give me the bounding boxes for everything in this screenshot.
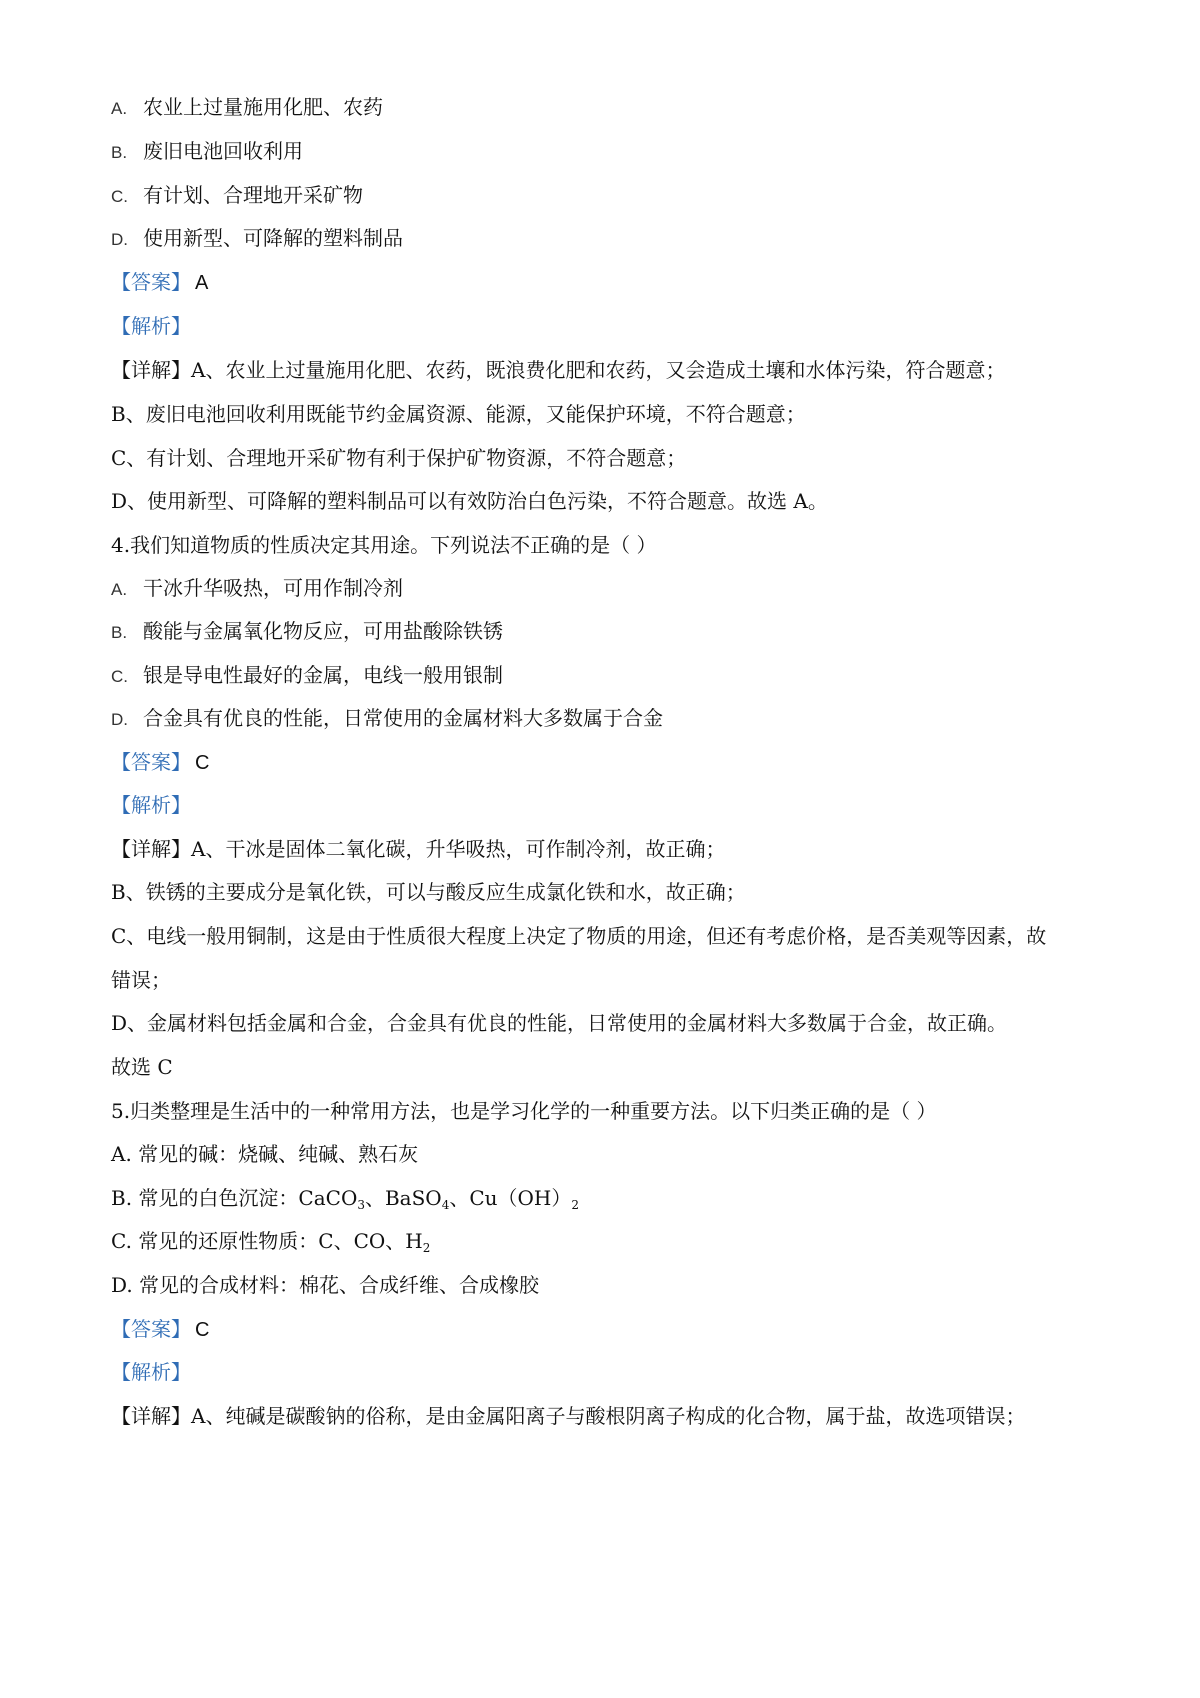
answer-tag: 【答案】 (111, 270, 191, 294)
subscript: 2 (422, 1241, 431, 1255)
q5-option-a (111, 1140, 1120, 1168)
q3-option-a (111, 93, 1120, 123)
answer-value: C (195, 1319, 210, 1341)
answer-tag: 【答案】 (111, 1317, 191, 1341)
option-letter: D. (111, 230, 128, 249)
analysis-tag: 【解析】 (111, 1360, 191, 1384)
q4-detail-5 (111, 1009, 1120, 1037)
option-text: 银是导电性最好的金属，电线一般用银制 (143, 663, 503, 687)
detail-tag: 【详解】 (111, 358, 191, 382)
q3-option-b (111, 137, 1120, 167)
q3-detail-1 (111, 356, 1120, 384)
subscript: 4 (441, 1198, 450, 1212)
answer-value: C (195, 752, 210, 774)
q4-option-d (111, 704, 1120, 734)
detail-text: A、纯碱是碳酸钠的俗称，是由金属阳离子与酸根阴离子构成的化合物，属于盐，故选项错误； (191, 1404, 1026, 1428)
option-text: 有计划、合理地开采矿物 (143, 183, 363, 207)
q5-option-b (111, 1184, 1120, 1212)
option-text: C. 常见的还原性物质：C、CO、H (111, 1229, 423, 1253)
q4-detail-2 (111, 878, 1120, 906)
option-text: B. 常见的白色沉淀：CaCO (111, 1186, 358, 1210)
subscript: 2 (571, 1198, 580, 1212)
q3-analysis (111, 312, 1120, 340)
q5-answer (111, 1315, 1120, 1344)
question-stem: 5.归类整理是生活中的一种常用方法，也是学习化学的一种重要方法。以下归类正确的是（ ） (111, 1099, 937, 1123)
q4-detail-3 (111, 922, 1120, 950)
option-text: D. 常见的合成材料：棉花、合成纤维、合成橡胶 (111, 1273, 540, 1297)
answer-value: A (195, 272, 209, 294)
q4-option-a (111, 574, 1120, 604)
subscript: 3 (357, 1198, 365, 1212)
q4-analysis (111, 791, 1120, 819)
option-text: 废旧电池回收利用 (143, 139, 303, 163)
analysis-tag: 【解析】 (111, 314, 191, 338)
option-letter: B. (111, 623, 128, 642)
option-letter: C. (111, 187, 128, 206)
detail-tag: 【详解】 (111, 837, 191, 861)
detail-tag: 【详解】 (111, 1404, 191, 1428)
option-text: 、BaSO (364, 1186, 442, 1210)
detail-text: D、金属材料包括金属和合金，合金具有优良的性能，日常使用的金属材料大多数属于合金，故正确。 (111, 1011, 1008, 1035)
q4-option-c (111, 661, 1120, 691)
option-text: 酸能与金属氧化物反应，可用盐酸除铁锈 (143, 619, 503, 643)
question-stem: 4.我们知道物质的性质决定其用途。下列说法不正确的是（ ） (111, 533, 657, 557)
option-letter: A. (111, 580, 128, 599)
detail-text: D、使用新型、可降解的塑料制品可以有效防治白色污染，不符合题意。故选 A。 (111, 489, 828, 513)
analysis-tag: 【解析】 (111, 793, 191, 817)
q4-option-b (111, 617, 1120, 647)
conclusion-text: 故选 C (111, 1055, 173, 1079)
detail-text: A、农业上过量施用化肥、农药，既浪费化肥和农药，又会造成土壤和水体污染，符合题意； (191, 358, 1006, 382)
q5-option-d (111, 1271, 1120, 1299)
detail-text: C、有计划、合理地开采矿物有利于保护矿物资源，不符合题意； (111, 446, 687, 470)
q4-detail-4 (111, 966, 1120, 994)
answer-tag: 【答案】 (111, 750, 191, 774)
detail-text: B、铁锈的主要成分是氧化铁，可以与酸反应生成氯化铁和水，故正确； (111, 880, 746, 904)
option-letter: D. (111, 710, 128, 729)
q4-conclusion (111, 1053, 1120, 1081)
q3-detail-3 (111, 444, 1120, 472)
q5-analysis (111, 1358, 1120, 1386)
q3-detail-4 (111, 487, 1120, 515)
q4-stem (111, 531, 1120, 559)
option-letter: B. (111, 143, 128, 162)
q5-stem (111, 1097, 1120, 1125)
option-text: A. 常见的碱：烧碱、纯碱、熟石灰 (111, 1142, 419, 1166)
detail-text: A、干冰是固体二氧化碳，升华吸热，可作制冷剂，故正确； (191, 837, 726, 861)
option-letter: C. (111, 667, 128, 686)
q3-option-d (111, 224, 1120, 254)
option-text: 使用新型、可降解的塑料制品 (143, 226, 403, 250)
q5-option-c (111, 1227, 1120, 1255)
q5-detail-1 (111, 1402, 1120, 1430)
q3-detail-2 (111, 400, 1120, 428)
detail-text: C、电线一般用铜制，这是由于性质很大程度上决定了物质的用途，但还有考虑价格，是否美观等因素，故 (111, 924, 1047, 948)
q4-answer (111, 748, 1120, 777)
q3-answer (111, 268, 1120, 297)
option-text: 合金具有优良的性能，日常使用的金属材料大多数属于合金 (143, 706, 663, 730)
q4-detail-1 (111, 835, 1120, 863)
detail-text: 错误； (111, 968, 171, 992)
detail-text: B、废旧电池回收利用既能节约金属资源、能源，又能保护环境，不符合题意； (111, 402, 806, 426)
option-text: 干冰升华吸热，可用作制冷剂 (143, 576, 403, 600)
q3-option-c (111, 181, 1120, 211)
option-letter: A. (111, 99, 128, 118)
option-text: 农业上过量施用化肥、农药 (143, 95, 383, 119)
option-text: 、Cu（OH） (449, 1186, 572, 1210)
